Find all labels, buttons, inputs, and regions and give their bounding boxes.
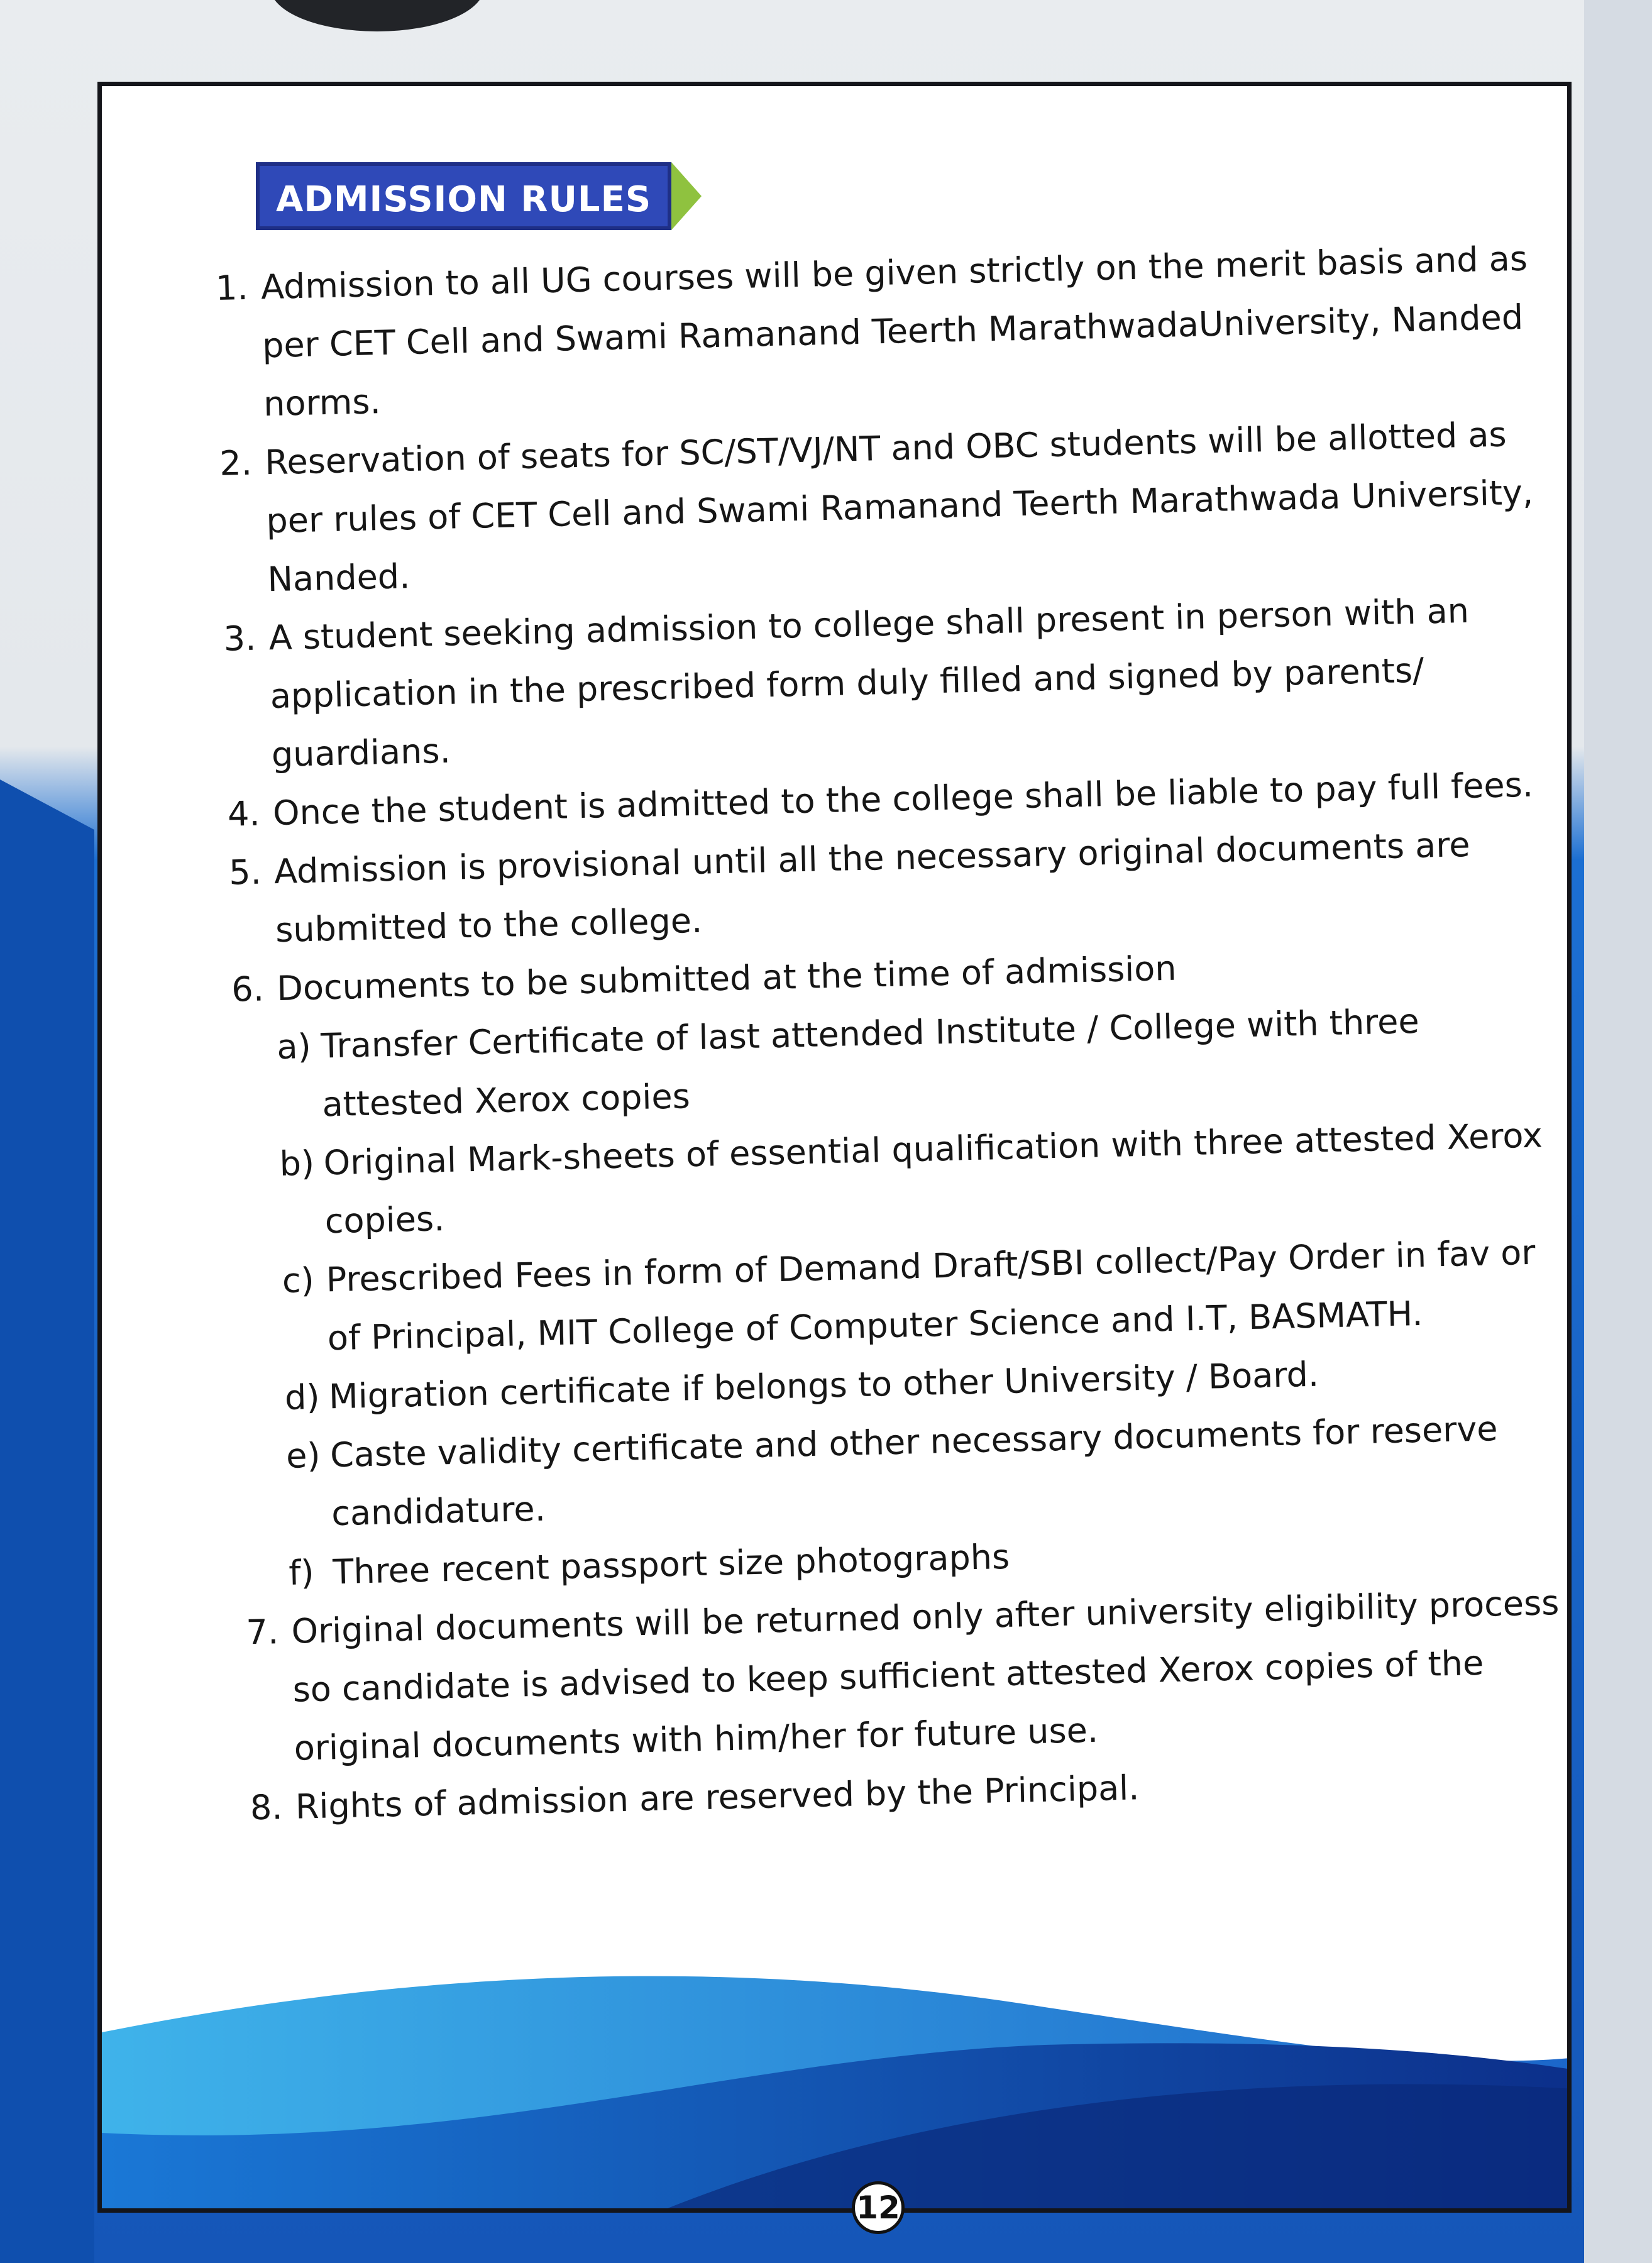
rule-number: 8. xyxy=(250,1787,284,1828)
rule-text: Rights of admission are reserved by the Principal. xyxy=(295,1768,1140,1827)
sub-item-letter: f) xyxy=(288,1552,315,1593)
sub-item-text: Transfer Certificate of last attended Institute / College with three attested Xerox copies xyxy=(320,1001,1420,1125)
sub-item-letter: c) xyxy=(282,1260,315,1301)
rules-list xyxy=(215,229,1572,1837)
sub-item-letter: a) xyxy=(276,1026,312,1067)
rule-item xyxy=(246,1573,1572,1778)
sub-item-text: Prescribed Fees in form of Demand Draft/SBI collect/Pay Order in fav or of Principal, MIT College of Computer Science and I.T, BASMATH. xyxy=(326,1232,1536,1358)
rule-number: 6. xyxy=(231,969,265,1010)
rule-number: 7. xyxy=(245,1612,279,1653)
page-number: 12 xyxy=(852,2181,905,2234)
heading-flag-decoration xyxy=(671,162,702,230)
rule-item xyxy=(223,580,1560,785)
section-heading xyxy=(256,162,702,231)
documents-sublist xyxy=(276,989,1572,1602)
rule-text: Admission to all UG courses will be given strictly on the merit basis and as per CET Cell and Swami Ramanand Teerth MarathwadaUniversity, Nanded norms. xyxy=(260,238,1528,424)
sub-item-text: Three recent passport size photographs xyxy=(332,1536,1010,1592)
rule-item xyxy=(215,229,1551,434)
sub-item-letter: e) xyxy=(285,1435,321,1476)
rule-number: 2. xyxy=(219,443,253,483)
sub-item-text: Original Mark-sheets of essential qualification with three attested Xerox copies. xyxy=(322,1115,1543,1242)
rule-text: Documents to be submitted at the time of admission xyxy=(276,948,1177,1009)
rule-text: Reservation of seats for SC/ST/VJ/NT and OBC students will be allotted as per rules of CET Cell and Swami Ramanand Teerth Marathwada University, Nanded. xyxy=(264,414,1534,600)
brochure-page xyxy=(97,82,1572,2213)
rule-number: 1. xyxy=(215,267,249,308)
rule-text: A student seeking admission to college shall present in person with an application in the prescribed form duly filled and signed by parents/ guardians. xyxy=(268,590,1470,775)
heading-label: ADMISSION RULES xyxy=(256,162,671,230)
footer-wave-decoration xyxy=(102,1944,1572,2208)
rule-item xyxy=(219,404,1555,610)
sub-item-letter: d) xyxy=(284,1377,321,1418)
rule-text: Once the student is admitted to the college shall be liable to pay full fees. xyxy=(272,764,1534,834)
rule-number: 5. xyxy=(228,852,262,893)
rule-text: Original documents will be returned only after university eligibility process so candidate is advised to keep sufficient attested Xerox copies of the original documents with him/her for future use. xyxy=(290,1583,1560,1768)
rule-text: Admission is provisional until all the necessary original documents are submitted to the college. xyxy=(273,824,1471,950)
sub-item-text: Migration certificate if belongs to other University / Board. xyxy=(328,1354,1319,1417)
sub-item-text: Caste validity certificate and other necessary documents for reserve candidature. xyxy=(329,1409,1499,1534)
rule-number: 3. xyxy=(223,618,256,659)
rule-number: 4. xyxy=(227,793,261,834)
sub-item-letter: b) xyxy=(278,1143,315,1184)
